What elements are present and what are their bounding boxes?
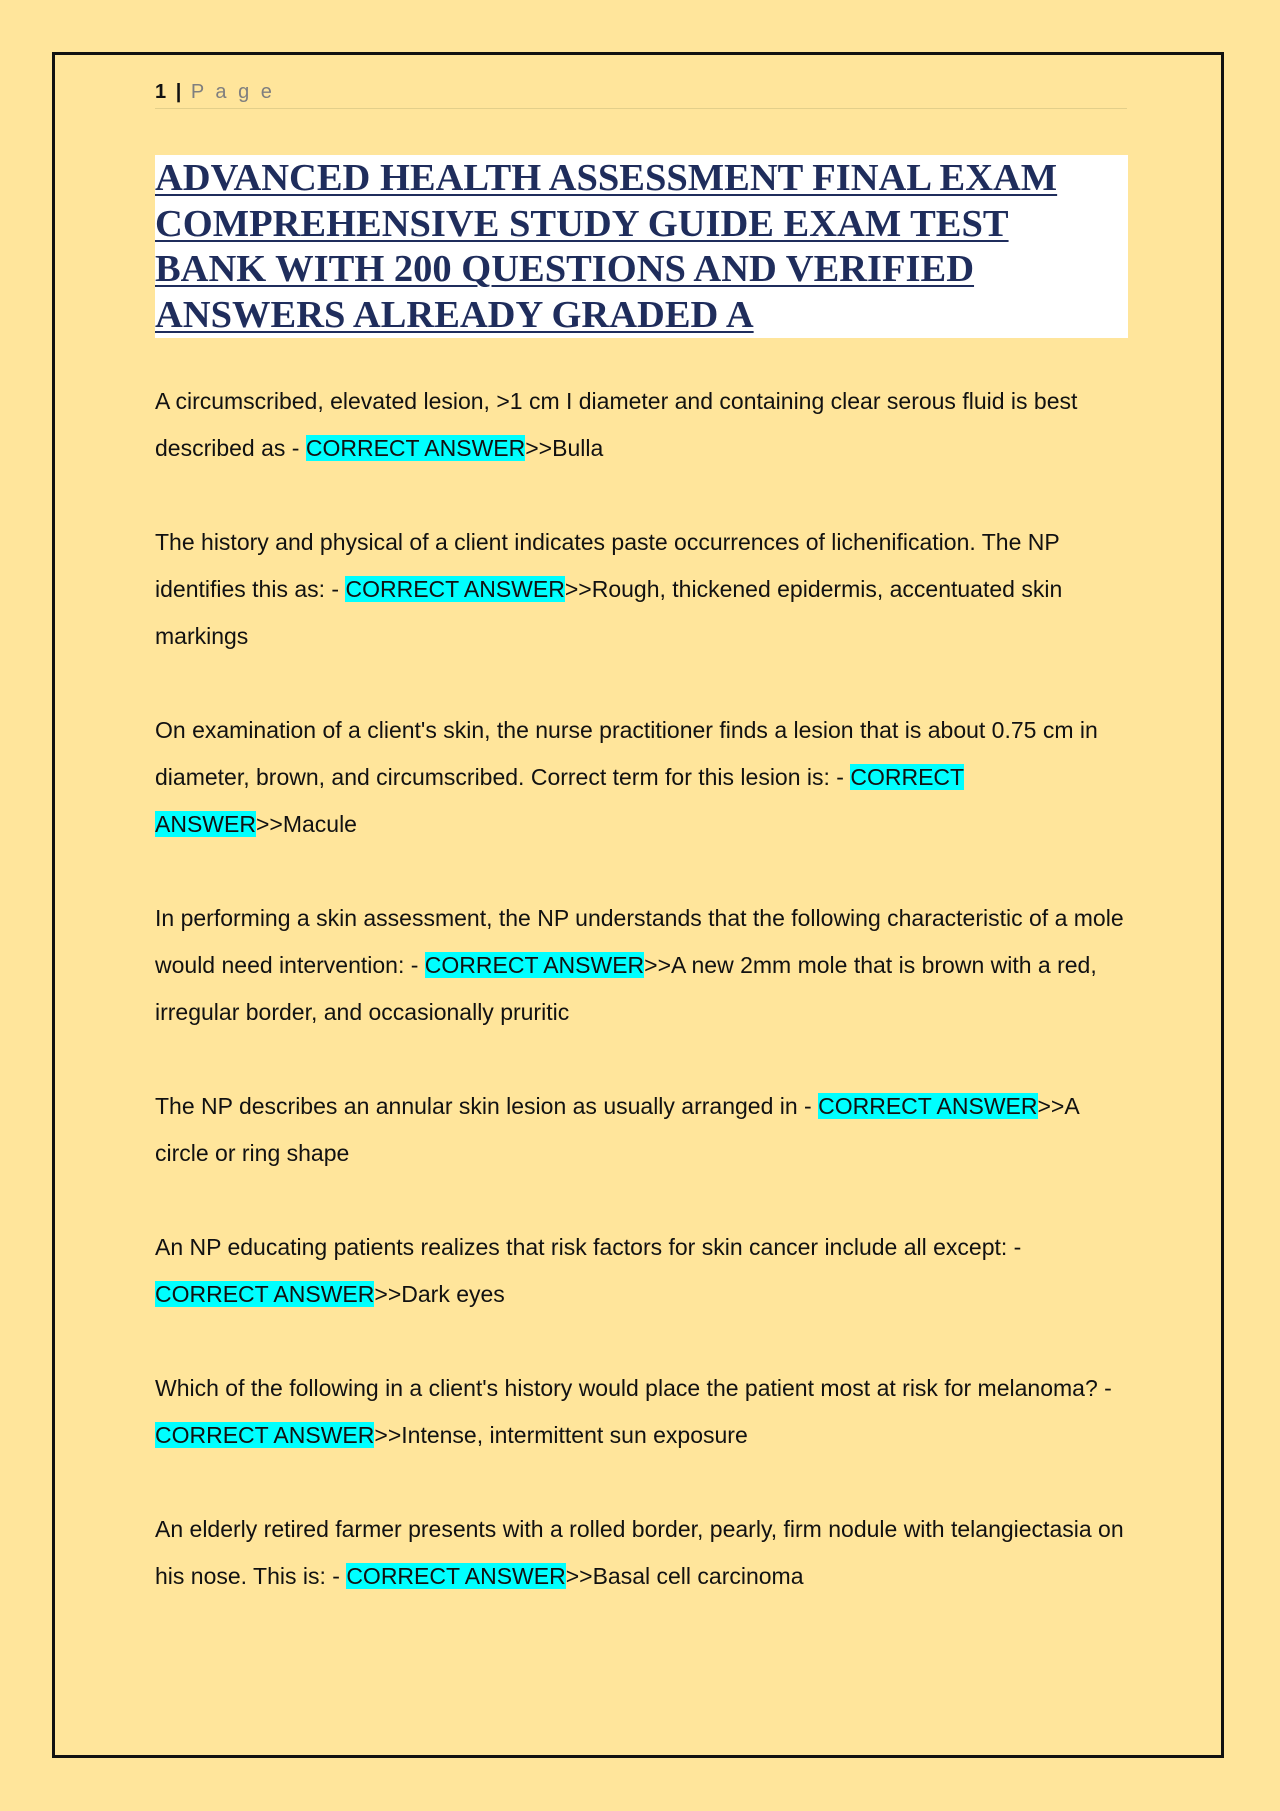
answer-arrow: >>: [1037, 1093, 1065, 1119]
correct-answer-tag: CORRECT ANSWER: [818, 1093, 1038, 1119]
answer-arrow: >>: [565, 1563, 593, 1589]
answer-arrow: >>: [374, 1281, 402, 1307]
qa-item: [155, 1506, 1135, 1600]
page-word: P a g e: [190, 81, 275, 103]
qa-item: [155, 707, 1135, 848]
answer-text: Intense, intermittent sun exposure: [401, 1422, 748, 1448]
answer-text: Macule: [282, 811, 357, 837]
question-text: A circumscribed, elevated lesion, >1 cm I diameter and containing clear serous fluid is best described as -: [155, 388, 1078, 461]
answer-arrow: >>: [374, 1422, 402, 1448]
question-text: The NP describes an annular skin lesion as usually arranged in -: [155, 1093, 819, 1119]
qa-item: [155, 1365, 1135, 1459]
correct-answer-tag: CORRECT ANSWER: [155, 1422, 375, 1448]
answer-arrow: >>: [564, 576, 592, 602]
answer-text: A new 2mm mole that is brown with a red, irregular border, and occasionally pruritic: [155, 952, 1097, 1025]
qa-item: [155, 519, 1135, 660]
answer-arrow: >>: [644, 952, 672, 978]
answer-text: Bulla: [552, 435, 604, 461]
question-text: Which of the following in a client's history would place the patient most at risk for melanoma? -: [155, 1375, 1112, 1401]
question-text: An elderly retired farmer presents with a rolled border, pearly, firm nodule with telangiectasia on his nose. This is: -: [155, 1516, 1124, 1589]
answer-text: A circle or ring shape: [155, 1093, 1079, 1166]
qa-item: [155, 1083, 1135, 1177]
correct-answer-tag: CORRECT ANSWER: [305, 435, 526, 461]
correct-answer-tag: CORRECT ANSWER: [155, 1281, 375, 1307]
answer-arrow: >>: [255, 811, 283, 837]
page-header: [155, 78, 1127, 109]
correct-answer-tag: CORRECT ANSWER: [155, 764, 965, 837]
answer-text: Basal cell carcinoma: [592, 1563, 804, 1589]
page-number: 1: [155, 81, 167, 103]
question-text: An NP educating patients realizes that risk factors for skin cancer include all except: -: [155, 1234, 1022, 1260]
qa-item: [155, 378, 1135, 472]
correct-answer-tag: CORRECT ANSWER: [346, 1563, 566, 1589]
correct-answer-tag: CORRECT ANSWER: [424, 952, 645, 978]
question-text: In performing a skin assessment, the NP understands that the following characteristic of a mole would need intervention: -: [155, 905, 1124, 978]
document-title: ADVANCED HEALTH ASSESSMENT FINAL EXAM COMPREHENSIVE STUDY GUIDE EXAM TEST BANK WITH 200 QUESTIONS AND VERIFIED ANSWERS ALREADY GRADED A: [155, 157, 1058, 336]
answer-text: Dark eyes: [401, 1281, 505, 1307]
answer-arrow: >>: [525, 435, 553, 461]
qa-item: [155, 895, 1135, 1036]
answer-text: Rough, thickened epidermis, accentuated skin markings: [155, 576, 1063, 649]
qa-item: [155, 1224, 1135, 1318]
correct-answer-tag: CORRECT ANSWER: [345, 576, 565, 602]
qa-list: [155, 378, 1135, 1647]
page-separator: |: [175, 81, 182, 103]
title-box: [155, 155, 1128, 338]
question-text: The history and physical of a client indicates paste occurrences of lichenification. The NP identifies this as: -: [155, 529, 1060, 602]
question-text: On examination of a client's skin, the nurse practitioner finds a lesion that is about 0.75 cm in diameter, brown, and circumscribed. Correct term for this lesion is: -: [155, 717, 1098, 790]
